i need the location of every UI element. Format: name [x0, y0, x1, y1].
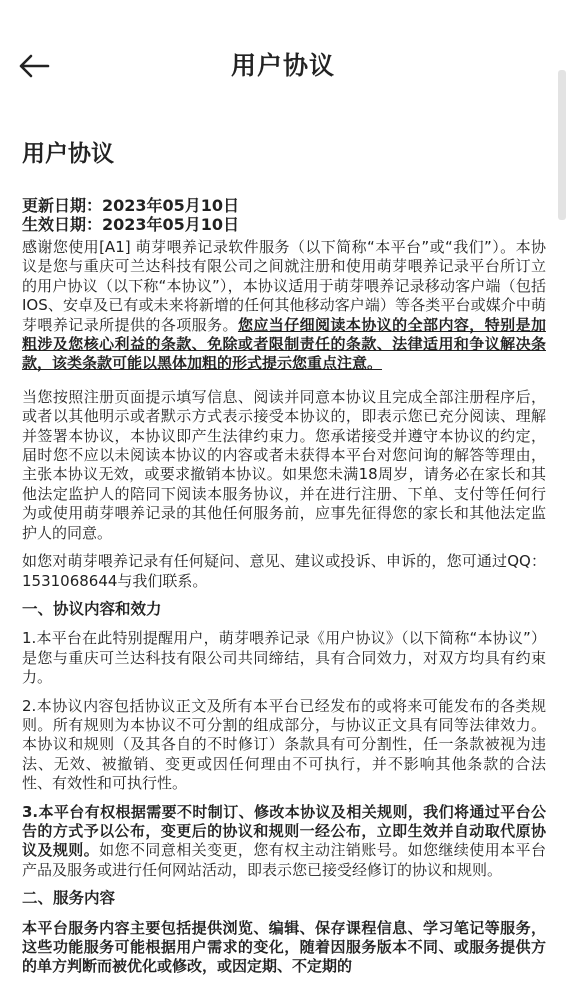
- section2-item-1: [22, 919, 546, 977]
- effective-date: 生效日期：2023年05月10日: [22, 215, 240, 234]
- intro-paragraph: [22, 238, 546, 374]
- section-title-2: 二、服务内容: [22, 889, 116, 908]
- section1-item-3-text: 如您不同意相关变更，您有权主动注销账号。如您继续使用本平台产品及服务或进行任何网站活动，即表示您已接受经修订的协议和规则。: [22, 841, 546, 879]
- agreement-content: [22, 138, 546, 986]
- section1-item-1: 1.本平台在此特别提醒用户，萌芽喂养记录《用户协议》（以下简称“本协议”）是您与重庆可兰达科技有限公司共同缔结，具有合同效力，对双方均具有约束力。: [22, 629, 546, 687]
- section1-item-2: 2.本协议内容包括协议正文及所有本平台已经发布的或将来可能发布的各类规则。所有规则为本协议不可分割的组成部分，与协议正文具有同等法律效力。本协议和规则（及其各自的不时修订）条款具有可分割性，任一条款被视为违法、无效、被撤销、变更或因任何理由不可执行，并不影响其他条款的合法性、有效性和可执行性。: [22, 696, 546, 793]
- intro-text: 感谢您使用[A1] 萌芽喂养记录软件服务（以下简称“本平台”或“我们”）。本协议是您与重庆可兰达科技有限公司之间就注册和使用萌芽喂养记录平台所订立的用户协议（以下称“本协议”），本协议适用于萌芽喂养记录移动客户端（包括IOS、安卓及已有或未来将新增的任何其他移动客户端）等各类平台或媒介中萌芽喂养记录所提供的各项服务。: [22, 238, 546, 334]
- consent-paragraph: 当您按照注册页面提示填写信息、阅读并同意本协议且完成全部注册程序后，或者以其他明示或者默示方式表示接受本协议的，即表示您已充分阅读、理解并签署本协议，本协议即产生法律约束力。您承诺接受并遵守本协议的约定，届时您不应以未阅读本协议的内容或者未获得本平台对您问询的解答等理由，主张本协议无效，或要求撤销本协议。如果您未满18周岁，请务必在家长和其他法定监护人的陪同下阅读本服务协议，并在进行注册、下单、支付等任何行为或使用萌芽喂养记录的其他任何服务前，应事先征得您的家长和其他法定监护人的同意。: [22, 387, 546, 542]
- section1-item-3-bold: 3.本平台有权根据需要不时制订、修改本协议及相关规则，我们将通过平台公告的方式予以公布，变更后的协议和规则一经公布，立即生效并自动取代原协议及规则。: [22, 802, 546, 860]
- intro-bold-notice: 您应当仔细阅读本协议的全部内容，特别是加粗涉及您核心利益的条款、免除或者限制责任的条款、法律适用和争议解决条款，该类条款可能以黑体加粗的形式提示您重点注意。: [22, 315, 546, 373]
- scrollbar[interactable]: [558, 70, 566, 220]
- section1-item-3: [22, 803, 546, 881]
- section-title-1: 一、协议内容和效力: [22, 599, 162, 618]
- update-date: 更新日期：2023年05月10日: [22, 196, 240, 215]
- page-title: 用户协议: [230, 51, 335, 80]
- section2-item-1-bold: 本平台服务内容主要包括提供浏览、编辑、保存课程信息、学习笔记等服务，这些功能服务可能根据用户需求的变化，随着因服务版本不同、或服务提供方的单方判断而被优化或修改，或因定期、不定期的: [22, 918, 546, 976]
- top-bar: [0, 0, 566, 130]
- contact-paragraph: 如您对萌芽喂养记录有任何疑问、意见、建议或投诉、申诉的，您可通过QQ：1531068644与我们联系。: [22, 552, 546, 590]
- doc-title: 用户协议: [22, 141, 114, 167]
